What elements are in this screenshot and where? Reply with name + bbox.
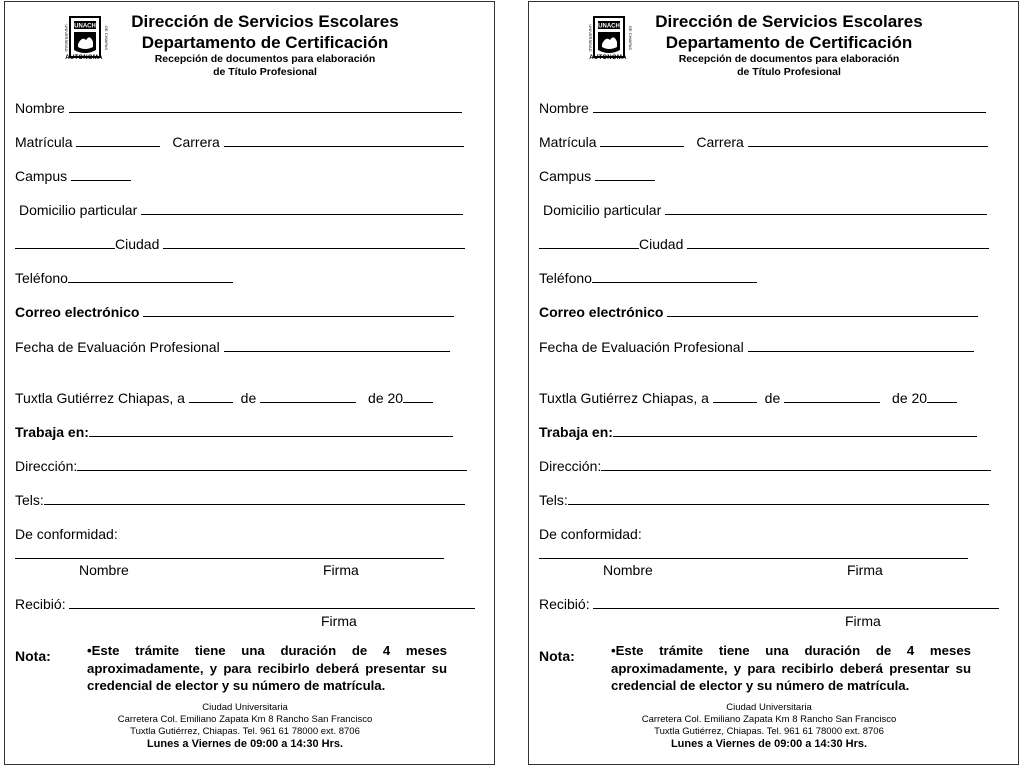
- fecha-evaluacion-line[interactable]: [748, 339, 974, 352]
- fecha-evaluacion-label: Fecha de Evaluación Profesional: [15, 339, 220, 355]
- form-subtitle-line2: de Título Profesional: [213, 66, 317, 78]
- nota-text: •Este trámite tiene una duración de 4 meses aproximadamente, y para recibirlo deberá presentar su credencial de elector y su número de matrícula.: [87, 643, 447, 693]
- trabaja-label: Trabaja en:: [539, 424, 613, 440]
- correo-label: Correo electrónico: [539, 304, 664, 320]
- logo-caption: AUTONOMA: [589, 55, 627, 61]
- mes-line[interactable]: [260, 390, 356, 403]
- campus-label: Campus: [15, 168, 68, 184]
- trabaja-line[interactable]: [89, 424, 453, 437]
- nota-label: Nota:: [15, 648, 51, 664]
- svg-text:DE CHIAPAS: DE CHIAPAS: [628, 26, 633, 50]
- ciudad-label: Ciudad: [639, 236, 684, 252]
- tels-label: Tels:: [539, 492, 568, 508]
- logo-caption: AUTONOMA: [65, 55, 103, 61]
- carrera-line[interactable]: [224, 134, 464, 147]
- field-ciudad[interactable]: [15, 236, 465, 253]
- correo-line[interactable]: [143, 304, 454, 317]
- field-telefono[interactable]: [15, 270, 233, 287]
- campus-line[interactable]: [595, 168, 655, 181]
- field-matricula-carrera[interactable]: [15, 134, 464, 151]
- footer-phone: Tuxtla Gutiérrez, Chiapas. Tel. 961 61 78000 ext. 8706: [654, 726, 884, 737]
- matricula-label: Matrícula: [15, 134, 73, 150]
- field-trabaja[interactable]: [539, 424, 977, 441]
- field-direccion[interactable]: [539, 458, 991, 475]
- fecha-evaluacion-label: Fecha de Evaluación Profesional: [539, 339, 744, 355]
- form-department: Departamento de Certificación: [141, 33, 389, 52]
- ciudad-line[interactable]: [687, 236, 989, 249]
- signature-firma-label: Firma: [847, 562, 883, 578]
- de-label: de: [240, 390, 257, 406]
- footer-address: Carretera Col. Emiliano Zapata Km 8 Rancho San Francisco: [641, 714, 897, 725]
- form-subtitle-line1: Recepción de documentos para elaboración: [154, 53, 376, 65]
- lugar-label: Tuxtla Gutiérrez Chiapas, a: [539, 390, 709, 406]
- domicilio-line[interactable]: [665, 202, 987, 215]
- domicilio-label: Domicilio particular: [19, 202, 138, 218]
- de-20-label: de 20: [368, 390, 404, 406]
- direccion-line[interactable]: [601, 458, 991, 471]
- conformidad-signature-line[interactable]: [15, 558, 444, 559]
- nota-text: •Este trámite tiene una duración de 4 meses aproximadamente, y para recibirlo deberá presentar su credencial de elector y su número de matrícula.: [611, 643, 971, 693]
- field-campus[interactable]: [539, 168, 655, 185]
- telefono-label: Teléfono: [539, 270, 592, 286]
- nombre-label: Nombre: [15, 100, 65, 116]
- field-tels[interactable]: [15, 492, 465, 509]
- campus-line[interactable]: [71, 168, 131, 181]
- anio-line[interactable]: [403, 390, 433, 403]
- field-telefono[interactable]: [539, 270, 757, 287]
- lugar-label: Tuxtla Gutiérrez Chiapas, a: [15, 390, 185, 406]
- domicilio-line[interactable]: [141, 202, 463, 215]
- trabaja-label: Trabaja en:: [15, 424, 89, 440]
- matricula-label: Matrícula: [539, 134, 597, 150]
- svg-text:UNACH: UNACH: [598, 23, 620, 30]
- form-title: Dirección de Servicios Escolares: [131, 12, 399, 31]
- field-conformidad: [15, 526, 118, 543]
- field-domicilio[interactable]: [19, 202, 463, 219]
- form-title: Dirección de Servicios Escolares: [655, 12, 923, 31]
- nombre-line[interactable]: [593, 100, 986, 113]
- field-conformidad: [539, 526, 642, 543]
- signature-firma-label: Firma: [323, 562, 359, 578]
- de-label: de: [764, 390, 781, 406]
- footer-phone: Tuxtla Gutiérrez, Chiapas. Tel. 961 61 78000 ext. 8706: [130, 726, 360, 737]
- matricula-line[interactable]: [76, 134, 160, 147]
- direccion-label: Dirección:: [539, 458, 602, 474]
- conformidad-label: De conformidad:: [15, 526, 118, 542]
- recibio-label: Recibió:: [15, 596, 66, 612]
- field-fecha-evaluacion[interactable]: [539, 339, 974, 356]
- tels-label: Tels:: [15, 492, 44, 508]
- footer-hours: Lunes a Viernes de 09:00 a 14:30 Hrs.: [670, 738, 868, 750]
- form-department: Departamento de Certificación: [665, 33, 913, 52]
- svg-text:DE CHIAPAS: DE CHIAPAS: [104, 26, 109, 50]
- field-correo[interactable]: [539, 304, 978, 321]
- trabaja-line[interactable]: [613, 424, 977, 437]
- recibio-label: Recibió:: [539, 596, 590, 612]
- recibio-line[interactable]: [69, 596, 475, 609]
- svg-text:UNIVERSIDAD: UNIVERSIDAD: [588, 24, 593, 52]
- telefono-line[interactable]: [592, 270, 757, 283]
- field-campus[interactable]: [15, 168, 131, 185]
- carrera-line[interactable]: [748, 134, 988, 147]
- form-copy-left: [4, 1, 495, 765]
- footer-campus: Ciudad Universitaria: [726, 702, 812, 713]
- direccion-line[interactable]: [77, 458, 467, 471]
- field-matricula-carrera[interactable]: [539, 134, 988, 151]
- footer-campus: Ciudad Universitaria: [202, 702, 288, 713]
- tels-line[interactable]: [568, 492, 989, 505]
- telefono-label: Teléfono: [15, 270, 68, 286]
- fecha-evaluacion-line[interactable]: [224, 339, 450, 352]
- field-fecha-evaluacion[interactable]: [15, 339, 450, 356]
- signature-nombre-label: Nombre: [603, 562, 653, 578]
- field-recibio[interactable]: [15, 596, 475, 613]
- nombre-line[interactable]: [69, 100, 462, 113]
- recibio-firma-label: Firma: [845, 613, 881, 629]
- tels-line[interactable]: [44, 492, 465, 505]
- footer-hours: Lunes a Viernes de 09:00 a 14:30 Hrs.: [146, 738, 344, 750]
- correo-line[interactable]: [667, 304, 978, 317]
- field-lugar-fecha[interactable]: [539, 390, 957, 407]
- anio-line[interactable]: [927, 390, 957, 403]
- campus-label: Campus: [539, 168, 592, 184]
- form-subtitle-line1: Recepción de documentos para elaboración: [678, 53, 900, 65]
- field-ciudad[interactable]: [539, 236, 989, 253]
- carrera-label: Carrera: [696, 134, 744, 150]
- dia-line[interactable]: [189, 390, 233, 403]
- carrera-label: Carrera: [172, 134, 220, 150]
- recibio-firma-label: Firma: [321, 613, 357, 629]
- footer-address: Carretera Col. Emiliano Zapata Km 8 Rancho San Francisco: [117, 714, 373, 725]
- field-lugar-fecha[interactable]: [15, 390, 433, 407]
- field-trabaja[interactable]: [15, 424, 453, 441]
- field-domicilio[interactable]: [543, 202, 987, 219]
- form-copy-right: [528, 1, 1019, 765]
- ciudad-prefix-line[interactable]: [539, 236, 639, 249]
- field-direccion[interactable]: [15, 458, 467, 475]
- field-tels[interactable]: [539, 492, 989, 509]
- nota-label: Nota:: [539, 648, 575, 664]
- mes-line[interactable]: [784, 390, 880, 403]
- conformidad-label: De conformidad:: [539, 526, 642, 542]
- ciudad-prefix-line[interactable]: [15, 236, 115, 249]
- signature-nombre-label: Nombre: [79, 562, 129, 578]
- direccion-label: Dirección:: [15, 458, 78, 474]
- field-nombre[interactable]: [539, 100, 986, 117]
- dia-line[interactable]: [713, 390, 757, 403]
- field-recibio[interactable]: [539, 596, 999, 613]
- correo-label: Correo electrónico: [15, 304, 140, 320]
- domicilio-label: Domicilio particular: [543, 202, 662, 218]
- ciudad-label: Ciudad: [115, 236, 160, 252]
- recibio-line[interactable]: [593, 596, 999, 609]
- ciudad-line[interactable]: [163, 236, 465, 249]
- conformidad-signature-line[interactable]: [539, 558, 968, 559]
- svg-text:UNACH: UNACH: [74, 23, 96, 30]
- de-20-label: de 20: [892, 390, 928, 406]
- form-subtitle-line2: de Título Profesional: [737, 66, 841, 78]
- nombre-label: Nombre: [539, 100, 589, 116]
- telefono-line[interactable]: [68, 270, 233, 283]
- svg-text:UNIVERSIDAD: UNIVERSIDAD: [64, 24, 69, 52]
- matricula-line[interactable]: [600, 134, 684, 147]
- field-nombre[interactable]: [15, 100, 462, 117]
- field-correo[interactable]: [15, 304, 454, 321]
